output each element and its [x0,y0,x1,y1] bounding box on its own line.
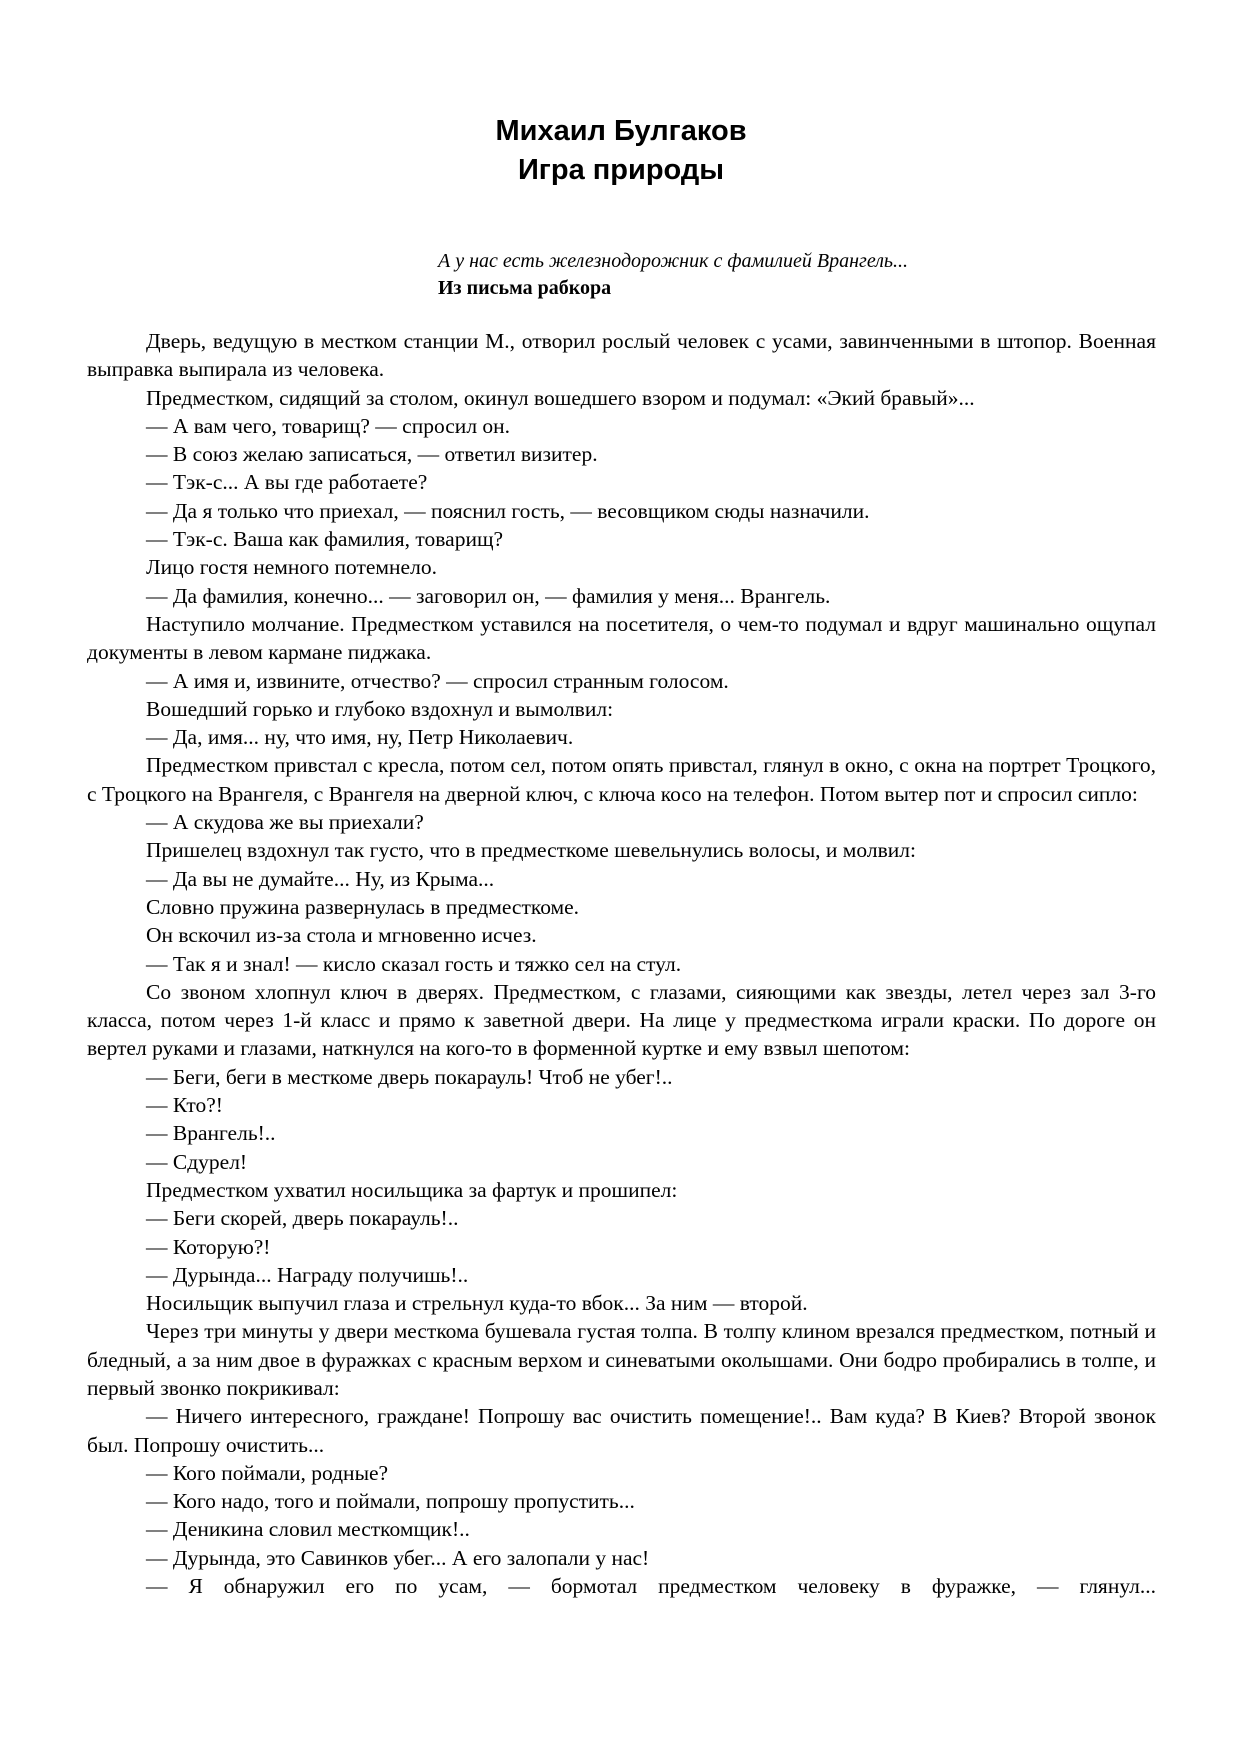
paragraph: — Дурында, это Савинков убег... А его залопали у нас! [146,1545,650,1570]
author-name: Михаил Булгаков [495,115,747,147]
paragraph: Со звоном хлопнул ключ в дверях. Предместком, с глазами, сияющими как звезды, летел через зал 3-го класса, потом через 1-й класс и прямо к заветной двери. На лице у предместкома играли краски. По дороге он вертел руками и глазами, наткнулся на кого-то в форменной куртке и ему взвыл шепотом: [87,979,1156,1061]
paragraph: Предместком привстал с кресла, потом сел, потом опять привстал, глянул в окно, с окна на портрет Троцкого, с Троцкого на Врангеля, с Врангеля на дверной ключ, с ключа косо на телефон. Потом вытер пот и спросил сипло: [87,753,1156,806]
paragraph: Предместком ухватил носильщика за фартук и прошипел: [146,1177,678,1202]
paragraph: Лицо гостя немного потемнело. [146,555,437,580]
paragraph: — А имя и, извините, отчество? — спросил странным голосом. [146,668,729,693]
paragraph: Словно пружина развернулась в предместкоме. [146,894,580,919]
paragraph: — А вам чего, товарищ? — спросил он. [146,413,511,438]
paragraph: — Сдурел! [146,1149,248,1174]
paragraph: — Кто?! [146,1093,223,1118]
paragraph: Носильщик выпучил глаза и стрельнул куда-то вбок... За ним — второй. [146,1291,808,1316]
paragraph: — Тэк-с... А вы где работаете? [146,470,428,495]
paragraph: Вошедший горько и глубоко вздохнул и вымолвил: [146,696,614,721]
paragraph: Пришелец вздохнул так густо, что в предместкоме шевельнулись волосы, и молвил: [146,838,916,863]
paragraph: — Я обнаружил его по усам, — бормотал предместком человеку в фуражке, — глянул... [146,1574,1156,1599]
paragraph: — Кого поймали, родные? [146,1460,389,1485]
paragraph: Дверь, ведущую в местком станции М., отворил рослый человек с усами, завинченными в штопор. Военная выправка выпирала из человека. [87,329,1156,382]
paragraph: — Ничего интересного, граждане! Попрошу вас очистить помещение!.. Вам куда? В Киев? Второй звонок был. Попрошу очистить... [87,1404,1156,1457]
paragraph: — Деникина словил месткомщик!.. [146,1517,470,1542]
paragraph: — А скудова же вы приехали? [146,810,424,835]
story-body [87,327,1156,1600]
paragraph: — Да, имя... ну, что имя, ну, Петр Николаевич. [146,725,574,750]
paragraph: — Которую?! [146,1234,271,1259]
paragraph: — Да вы не думайте... Ну, из Крыма... [146,866,495,891]
paragraph: — Тэк-с. Ваша как фамилия, товарищ? [146,527,504,552]
epigraph-quote: А у нас есть железнодорожник с фамилией Врангель... [438,250,909,272]
paragraph: — Так я и знал! — кисло сказал гость и тяжко сел на стул. [146,951,682,976]
paragraph: — Беги скорей, дверь покарауль!.. [146,1206,459,1231]
paragraph: — Беги, беги в месткоме дверь покарауль! Чтоб не убег!.. [146,1064,673,1089]
paragraph: — Да я только что приехал, — пояснил гость, — весовщиком сюды назначили. [146,498,870,523]
paragraph: — Да фамилия, конечно... — заговорил он, — фамилия у меня... Врангель. [146,583,831,608]
story-title: Игра природы [517,154,725,186]
epigraph-source: Из письма рабкора [438,277,612,299]
paragraph: Предместком, сидящий за столом, окинул вошедшего взором и подумал: «Экий бравый»... [146,385,975,410]
paragraph: — В союз желаю записаться, — ответил визитер. [146,442,598,467]
paragraph: — Кого надо, того и поймали, попрошу пропустить... [146,1489,635,1514]
paragraph: — Дурында... Награду получишь!.. [146,1262,469,1287]
paragraph: Через три минуты у двери месткома бушевала густая толпа. В толпу клином врезался предместком, потный и бледный, а за ним двое в фуражках с красным верхом и синеватыми околышами. Они бодро пробирались в толпе, и первый звонко покрикивал: [87,1319,1156,1400]
paragraph: Он вскочил из-за стола и мгновенно исчез. [146,923,537,948]
paragraph: — Врангель!.. [146,1121,276,1146]
paragraph: Наступило молчание. Предместком уставился на посетителя, о чем-то подумал и вдруг машинально ощупал документы в левом кармане пиджака. [87,611,1156,665]
